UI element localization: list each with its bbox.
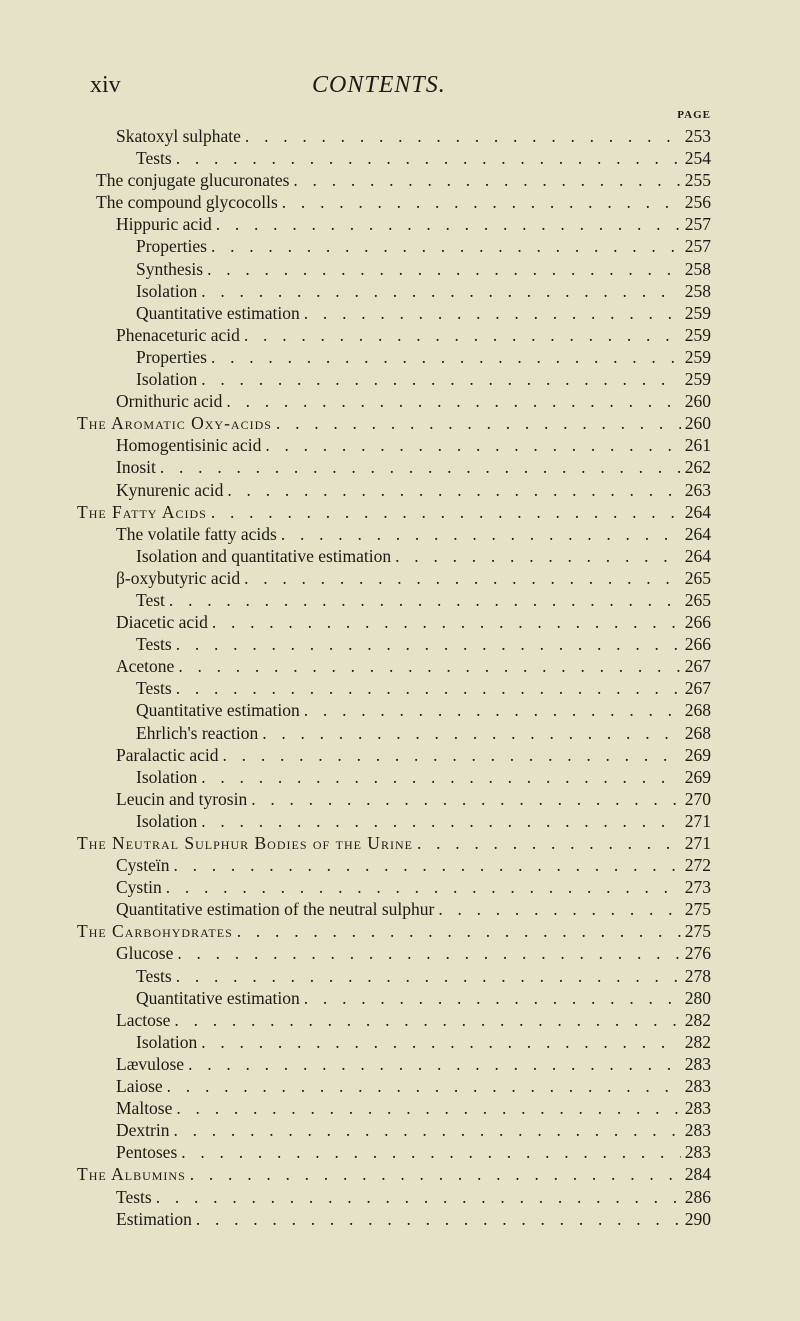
toc-entry	[0, 590, 711, 612]
toc-entry-title: Properties	[136, 346, 207, 367]
page-column-label: PAGE	[677, 109, 711, 121]
dot-leader	[178, 656, 680, 677]
toc-entry-title: Tests	[136, 678, 172, 699]
dot-leader	[160, 457, 681, 478]
toc-entry-title: Test	[136, 589, 165, 610]
toc-entry-page: 273	[684, 877, 711, 898]
toc-entry	[0, 413, 711, 435]
toc-entry-page: 271	[684, 833, 711, 853]
toc-entry	[0, 524, 711, 546]
toc-entry-title: Hippuric acid	[116, 214, 212, 235]
toc-entry-title: Isolation	[136, 280, 198, 301]
toc-entry-page: 258	[684, 258, 711, 279]
toc-entry-title: The conjugate glucuronates	[96, 170, 290, 191]
toc-entry-page: 259	[684, 324, 711, 345]
toc-entry	[0, 502, 711, 524]
dot-leader	[216, 214, 681, 235]
toc-entry-title: Cysteïn	[116, 855, 170, 876]
toc-entry-title: Glucose	[116, 943, 174, 964]
toc-entry-page: 280	[684, 987, 711, 1008]
dot-leader	[174, 1010, 680, 1031]
toc-entry-title: Tests	[136, 634, 172, 655]
toc-entry-page: 259	[684, 302, 711, 323]
toc-entry-title: Cystin	[116, 877, 162, 898]
toc-entry-title: The Aromatic Oxy-acids	[77, 413, 272, 434]
toc-entry	[0, 369, 711, 391]
toc-entry	[0, 1187, 711, 1209]
dot-leader	[167, 1076, 681, 1097]
toc-entry-title: Quantitative estimation	[136, 302, 300, 323]
toc-entry-title: Isolation	[136, 810, 198, 831]
dot-leader	[276, 413, 681, 434]
toc-entry-page: 271	[684, 810, 711, 831]
toc-entry	[0, 303, 711, 325]
page-header	[90, 72, 710, 102]
running-title: CONTENTS.	[312, 72, 446, 98]
toc-entry	[0, 612, 711, 634]
dot-leader	[211, 236, 681, 257]
dot-leader	[201, 369, 681, 390]
toc-entry	[0, 1142, 711, 1164]
toc-entry	[0, 126, 711, 148]
dot-leader	[201, 1032, 681, 1053]
toc-entry-page: 282	[684, 1009, 711, 1030]
toc-entry-title: Ornithuric acid	[116, 391, 223, 412]
toc-entry-page: 265	[684, 567, 711, 588]
toc-entry-page: 259	[684, 346, 711, 367]
toc-entry-title: Lævulose	[116, 1053, 185, 1074]
toc-entry-page: 275	[684, 921, 711, 942]
toc-entry	[0, 723, 711, 745]
toc-entry-title: Estimation	[116, 1208, 192, 1229]
toc-entry-page: 264	[684, 545, 711, 566]
toc-entry-page: 283	[684, 1098, 711, 1119]
dot-leader	[237, 921, 681, 942]
toc-entry	[0, 170, 711, 192]
toc-entry	[0, 745, 711, 767]
toc-entry-title: The Neutral Sulphur Bodies of the Urine	[77, 833, 413, 853]
toc-entry-title: The compound glycocolls	[96, 192, 278, 213]
dot-leader	[176, 148, 681, 169]
toc-entry-title: Isolation	[136, 369, 198, 390]
toc-entry	[0, 214, 711, 236]
dot-leader	[177, 943, 680, 964]
dot-leader	[211, 347, 681, 368]
toc-entry	[0, 391, 711, 413]
toc-entry-title: The Carbohydrates	[77, 921, 233, 942]
toc-entry-title: The volatile fatty acids	[116, 523, 277, 544]
toc-entry-title: Isolation and quantitative estimation	[136, 545, 392, 566]
dot-leader	[227, 480, 680, 501]
toc-entry	[0, 1054, 711, 1076]
dot-leader	[245, 126, 681, 147]
toc-entry	[0, 435, 711, 457]
dot-leader	[226, 391, 680, 412]
toc-entry	[0, 921, 711, 943]
toc-entry	[0, 325, 711, 347]
toc-entry-title: Skatoxyl sulphate	[116, 126, 241, 146]
toc-entry	[0, 1076, 711, 1098]
toc-entry-page: 257	[684, 236, 711, 257]
toc-entry	[0, 855, 711, 877]
dot-leader	[244, 325, 681, 346]
toc-entry-page: 260	[684, 391, 711, 412]
toc-entry	[0, 789, 711, 811]
toc-entry-title: Isolation	[136, 1031, 198, 1052]
toc-entry-page: 264	[684, 523, 711, 544]
toc-entry-page: 257	[684, 214, 711, 235]
toc-entry	[0, 1209, 711, 1231]
toc-entry-title: Phenaceturic acid	[116, 324, 240, 345]
toc-entry-title: Tests	[116, 1186, 152, 1207]
dot-leader	[196, 1209, 681, 1230]
toc-entry	[0, 546, 711, 568]
dot-leader	[244, 568, 681, 589]
page-folio: xiv	[90, 72, 121, 98]
toc-entry-title: The Albumins	[77, 1164, 186, 1185]
toc-entry-title: Isolation	[136, 766, 198, 787]
toc-entry-title: Pentoses	[116, 1142, 178, 1163]
toc-entry	[0, 457, 711, 479]
toc-entry-title: Dextrin	[116, 1120, 170, 1141]
toc-entry-page: 258	[684, 280, 711, 301]
toc-entry-page: 282	[684, 1031, 711, 1052]
dot-leader	[304, 303, 681, 324]
toc-entry-page: 267	[684, 656, 711, 677]
toc-entry-title: Lactose	[116, 1009, 171, 1030]
toc-entry-page: 270	[684, 788, 711, 809]
dot-leader	[173, 1120, 680, 1141]
toc-entry-page: 255	[684, 170, 711, 191]
toc-entry	[0, 899, 711, 921]
toc-entry-title: Paralactic acid	[116, 744, 219, 765]
toc-entry-title: Homogentisinic acid	[116, 435, 262, 456]
table-of-contents	[0, 126, 800, 1231]
toc-entry	[0, 480, 711, 502]
dot-leader	[169, 590, 681, 611]
toc-entry-page: 254	[684, 148, 711, 169]
dot-leader	[304, 988, 681, 1009]
toc-entry	[0, 148, 711, 170]
toc-entry-page: 290	[684, 1208, 711, 1229]
toc-entry-title: Kynurenic acid	[116, 479, 224, 500]
toc-entry-title: Diacetic acid	[116, 612, 208, 633]
toc-entry-title: Ehrlich's reaction	[136, 722, 259, 743]
toc-entry-page: 259	[684, 369, 711, 390]
toc-entry	[0, 1010, 711, 1032]
toc-entry-page: 268	[684, 700, 711, 721]
toc-entry-title: Quantitative estimation	[136, 987, 300, 1008]
toc-entry	[0, 833, 711, 855]
toc-entry-page: 263	[684, 479, 711, 500]
dot-leader	[282, 192, 681, 213]
toc-entry	[0, 568, 711, 590]
dot-leader	[212, 612, 681, 633]
dot-leader	[188, 1054, 681, 1075]
toc-entry	[0, 1098, 711, 1120]
toc-entry-title: Tests	[136, 965, 172, 986]
toc-entry-page: 275	[684, 899, 711, 920]
toc-entry	[0, 767, 711, 789]
toc-entry-page: 283	[684, 1142, 711, 1163]
toc-entry-title: Synthesis	[136, 258, 204, 279]
toc-entry-page: 265	[684, 589, 711, 610]
toc-entry	[0, 259, 711, 281]
dot-leader	[176, 678, 681, 699]
toc-entry-page: 283	[684, 1076, 711, 1097]
dot-leader	[265, 435, 680, 456]
toc-entry	[0, 966, 711, 988]
dot-leader	[190, 1164, 681, 1185]
toc-entry	[0, 236, 711, 258]
dot-leader	[201, 811, 681, 832]
toc-entry-page: 261	[684, 435, 711, 456]
dot-leader	[207, 259, 681, 280]
toc-entry	[0, 811, 711, 833]
dot-leader	[281, 524, 681, 545]
dot-leader	[176, 1098, 680, 1119]
toc-entry	[0, 634, 711, 656]
dot-leader	[176, 634, 681, 655]
dot-leader	[173, 855, 680, 876]
dot-leader	[201, 281, 681, 302]
dot-leader	[438, 899, 680, 920]
toc-entry	[0, 988, 711, 1010]
dot-leader	[262, 723, 681, 744]
dot-leader	[156, 1187, 681, 1208]
toc-entry-title: Properties	[136, 236, 207, 257]
toc-entry-page: 262	[684, 457, 711, 478]
toc-entry-page: 278	[684, 965, 711, 986]
toc-entry-page: 272	[684, 855, 711, 876]
toc-entry-title: Leucin and tyrosin	[116, 788, 248, 809]
toc-entry-page: 267	[684, 678, 711, 699]
toc-entry-title: Quantitative estimation	[136, 700, 300, 721]
toc-entry	[0, 1164, 711, 1186]
toc-entry-title: The Fatty Acids	[77, 501, 207, 522]
toc-entry-page: 260	[684, 413, 711, 434]
toc-entry	[0, 656, 711, 678]
toc-entry	[0, 1032, 711, 1054]
toc-entry-page: 266	[684, 612, 711, 633]
toc-entry	[0, 678, 711, 700]
toc-entry-page: 284	[684, 1164, 711, 1185]
toc-entry-page: 276	[684, 943, 711, 964]
toc-entry	[0, 943, 711, 965]
dot-leader	[293, 170, 680, 191]
dot-leader	[176, 966, 681, 987]
dot-leader	[395, 546, 681, 567]
dot-leader	[251, 789, 681, 810]
toc-entry-title: Laiose	[116, 1076, 163, 1097]
toc-entry-page: 269	[684, 766, 711, 787]
toc-entry-page: 269	[684, 744, 711, 765]
toc-entry-page: 256	[684, 192, 711, 213]
toc-entry-title: β-oxybutyric acid	[116, 567, 241, 588]
toc-entry-page: 283	[684, 1120, 711, 1141]
toc-entry-title: Inosit	[116, 457, 156, 478]
toc-entry-title: Acetone	[116, 656, 175, 677]
toc-entry	[0, 347, 711, 369]
toc-entry	[0, 700, 711, 722]
toc-entry	[0, 1120, 711, 1142]
toc-entry-page: 286	[684, 1186, 711, 1207]
toc-entry-page: 266	[684, 634, 711, 655]
toc-entry-page: 283	[684, 1053, 711, 1074]
toc-entry-title: Maltose	[116, 1098, 173, 1119]
toc-entry	[0, 877, 711, 899]
toc-entry-title: Quantitative estimation of the neutral sulphur	[116, 899, 435, 920]
toc-entry-title: Tests	[136, 148, 172, 169]
toc-entry	[0, 192, 711, 214]
toc-entry-page: 268	[684, 722, 711, 743]
dot-leader	[223, 745, 681, 766]
toc-entry	[0, 281, 711, 303]
toc-entry-page: 264	[684, 501, 711, 522]
dot-leader	[304, 700, 681, 721]
dot-leader	[417, 833, 681, 854]
dot-leader	[166, 877, 681, 898]
toc-entry-page: 253	[684, 126, 711, 146]
dot-leader	[181, 1142, 681, 1163]
dot-leader	[211, 502, 681, 523]
dot-leader	[201, 767, 681, 788]
